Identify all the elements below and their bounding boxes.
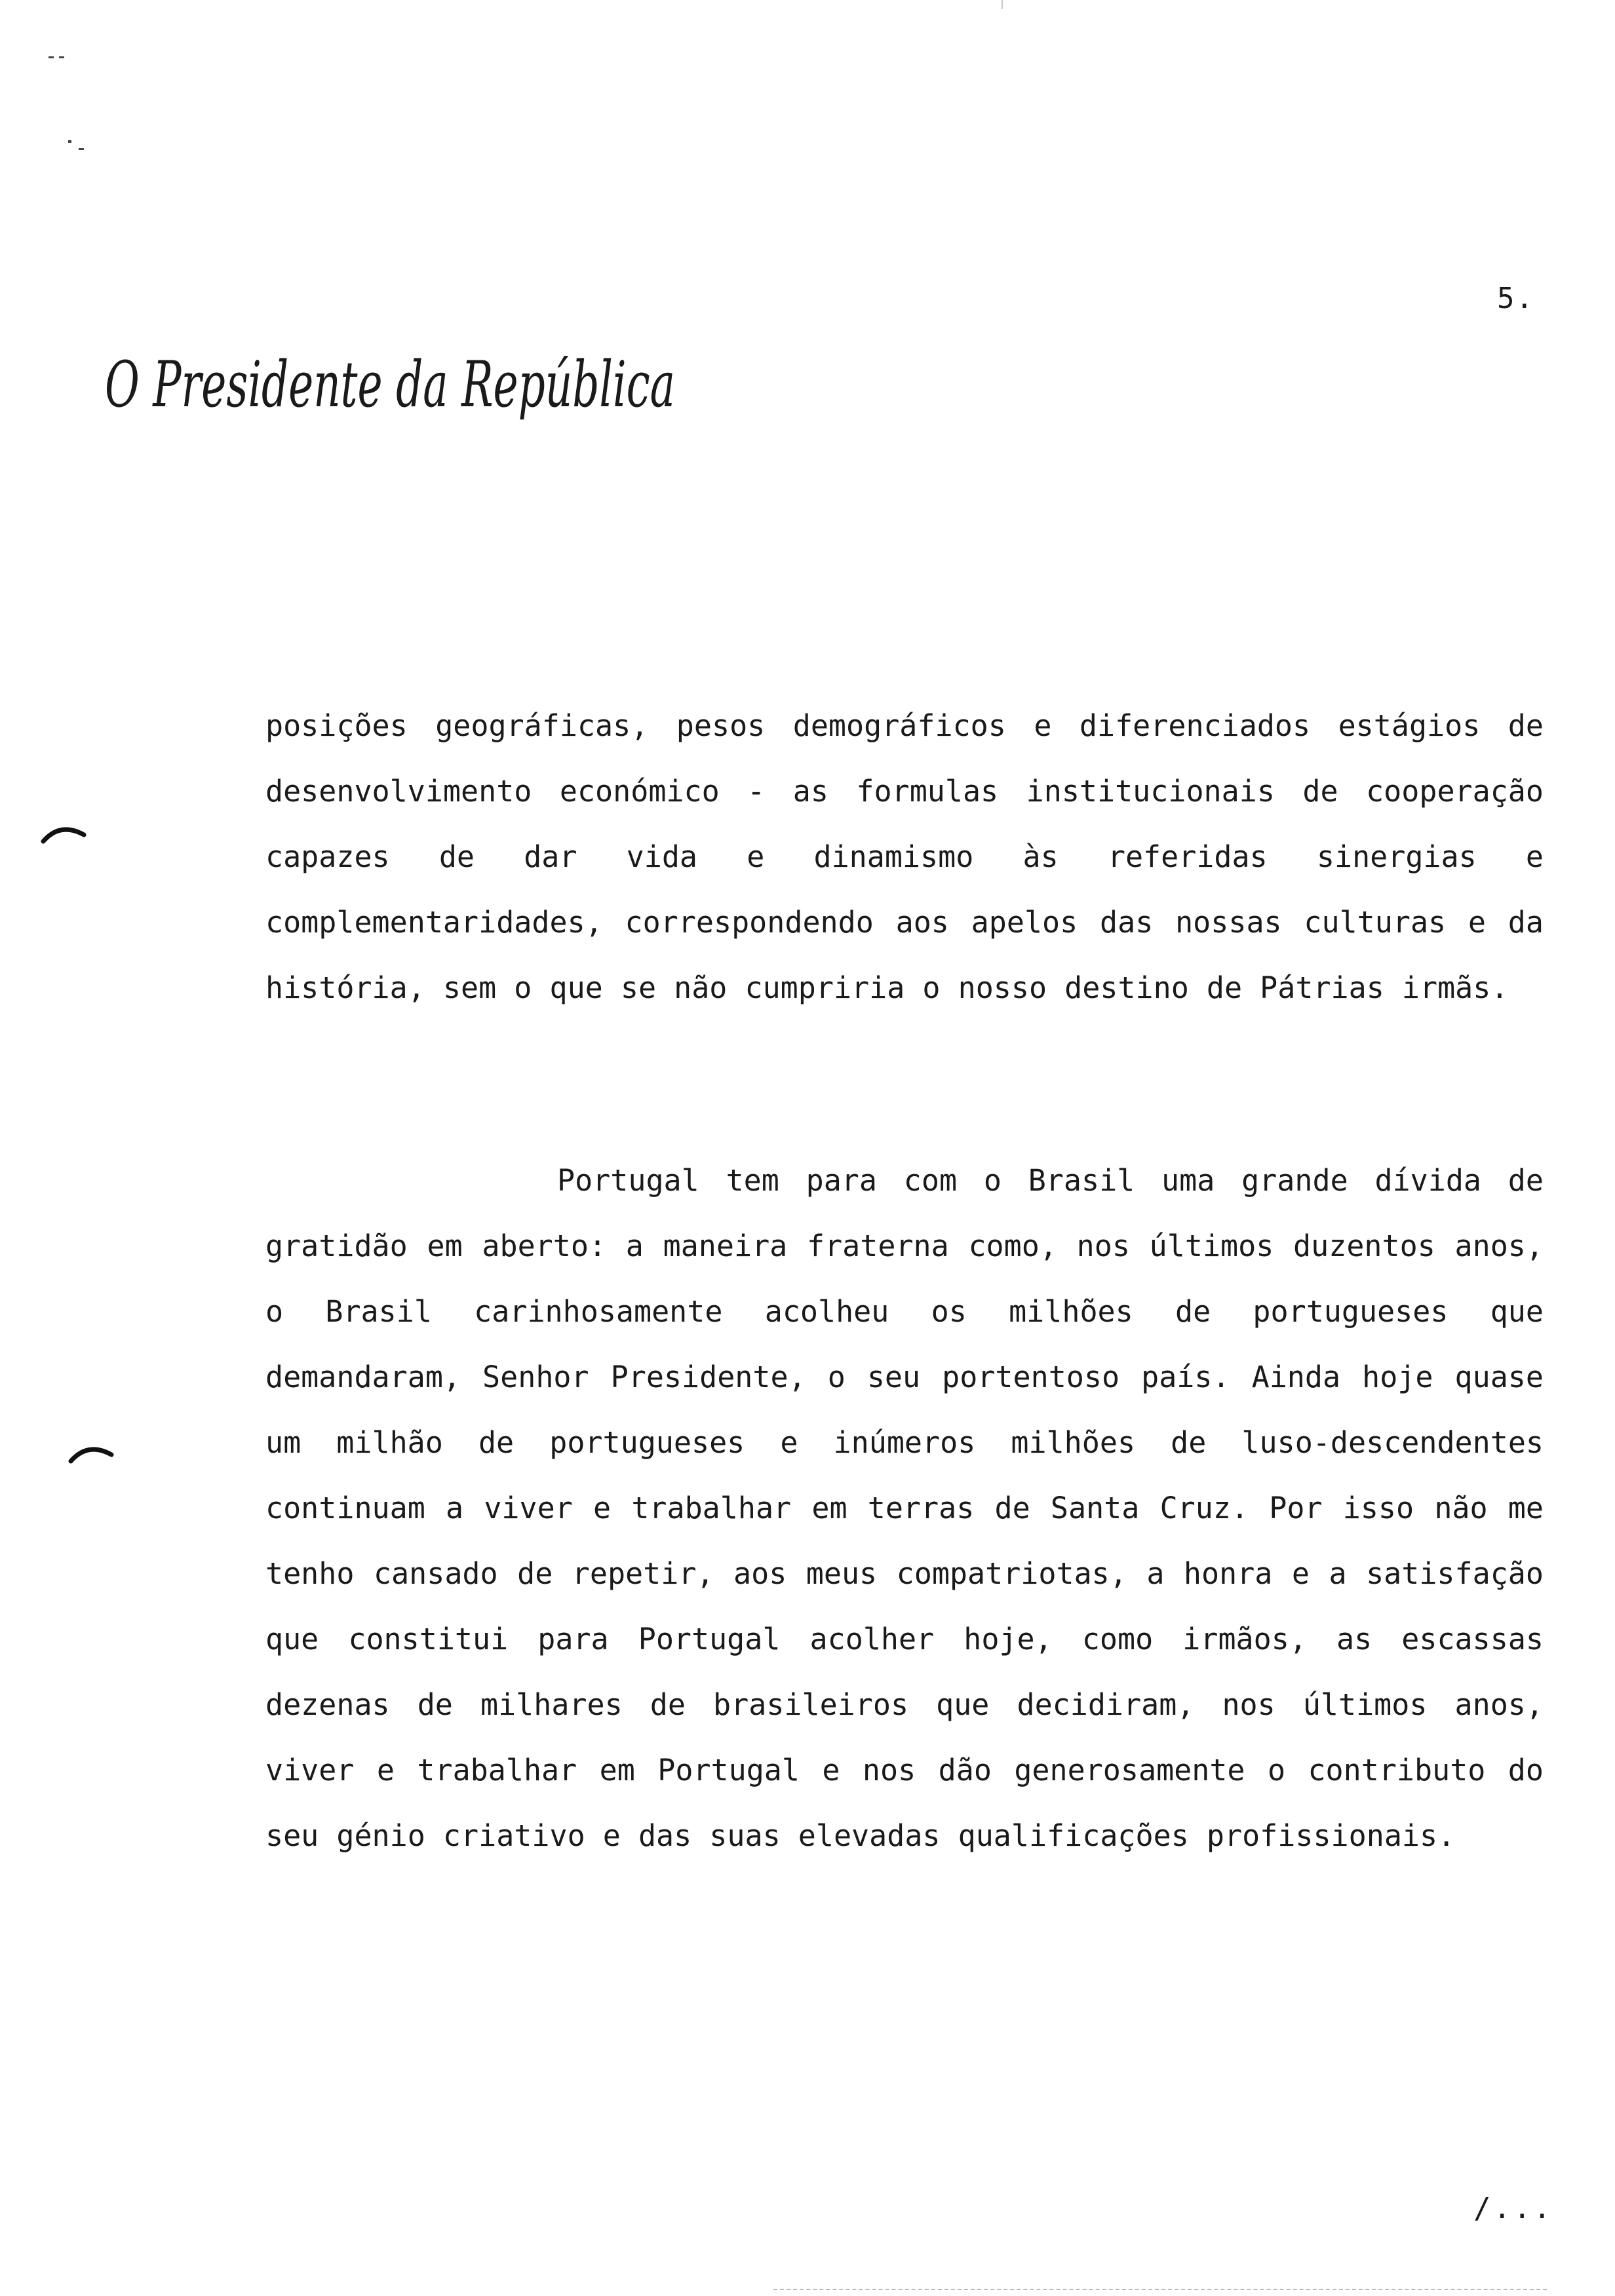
letterhead-title <box>105 348 682 423</box>
page-number: 5. <box>1497 282 1534 315</box>
scan-edge-mark <box>1002 0 1003 9</box>
scan-speck <box>49 56 54 58</box>
punch-hole-mark <box>68 1440 114 1464</box>
paragraph-block <box>265 1148 1544 1869</box>
scan-speck <box>59 56 64 58</box>
continuation-marker: /... <box>1473 2192 1553 2225</box>
scan-speck <box>68 140 71 143</box>
paragraph: posições geográficas, pesos demográficos e diferenciados estágios de desenvolvimento económico - as formulas institucionais de cooperação capazes de dar vida e dinamismo às referidas sinergias e complementaridades, correspondendo aos apelos das nossas culturas e da história, sem o que se não cumpriria o nosso destino de Pátrias irmãs. <box>265 708 1544 1005</box>
scan-speck <box>79 148 84 150</box>
letterhead-text: O Presidente da República <box>105 348 675 421</box>
scan-bottom-edge <box>773 2289 1547 2290</box>
paragraph-block <box>265 693 1544 1021</box>
paragraph: Portugal tem para com o Brasil uma grande dívida de gratidão em aberto: a maneira fraterna como, nos últimos duzentos anos, o Brasil carinhosamente acolheu os milhões de portugueses que demandaram, Senhor Presidente, o seu portentoso país. Ainda hoje quase um milhão de portugueses e inúmeros milhões de luso-descendentes continuam a viver e trabalhar em terras de Santa Cruz. Por isso não me tenho cansado de repetir, aos meus compatriotas, a honra e a satisfação que constitui para Portugal acolher hoje, como irmãos, as escassas dezenas de milhares de brasileiros que decidiram, nos últimos anos, viver e trabalhar em Portugal e nos dão generosamente o contributo do seu génio criativo e das suas elevadas qualificações profissionais. <box>265 1163 1544 1853</box>
punch-hole-mark <box>41 820 87 844</box>
